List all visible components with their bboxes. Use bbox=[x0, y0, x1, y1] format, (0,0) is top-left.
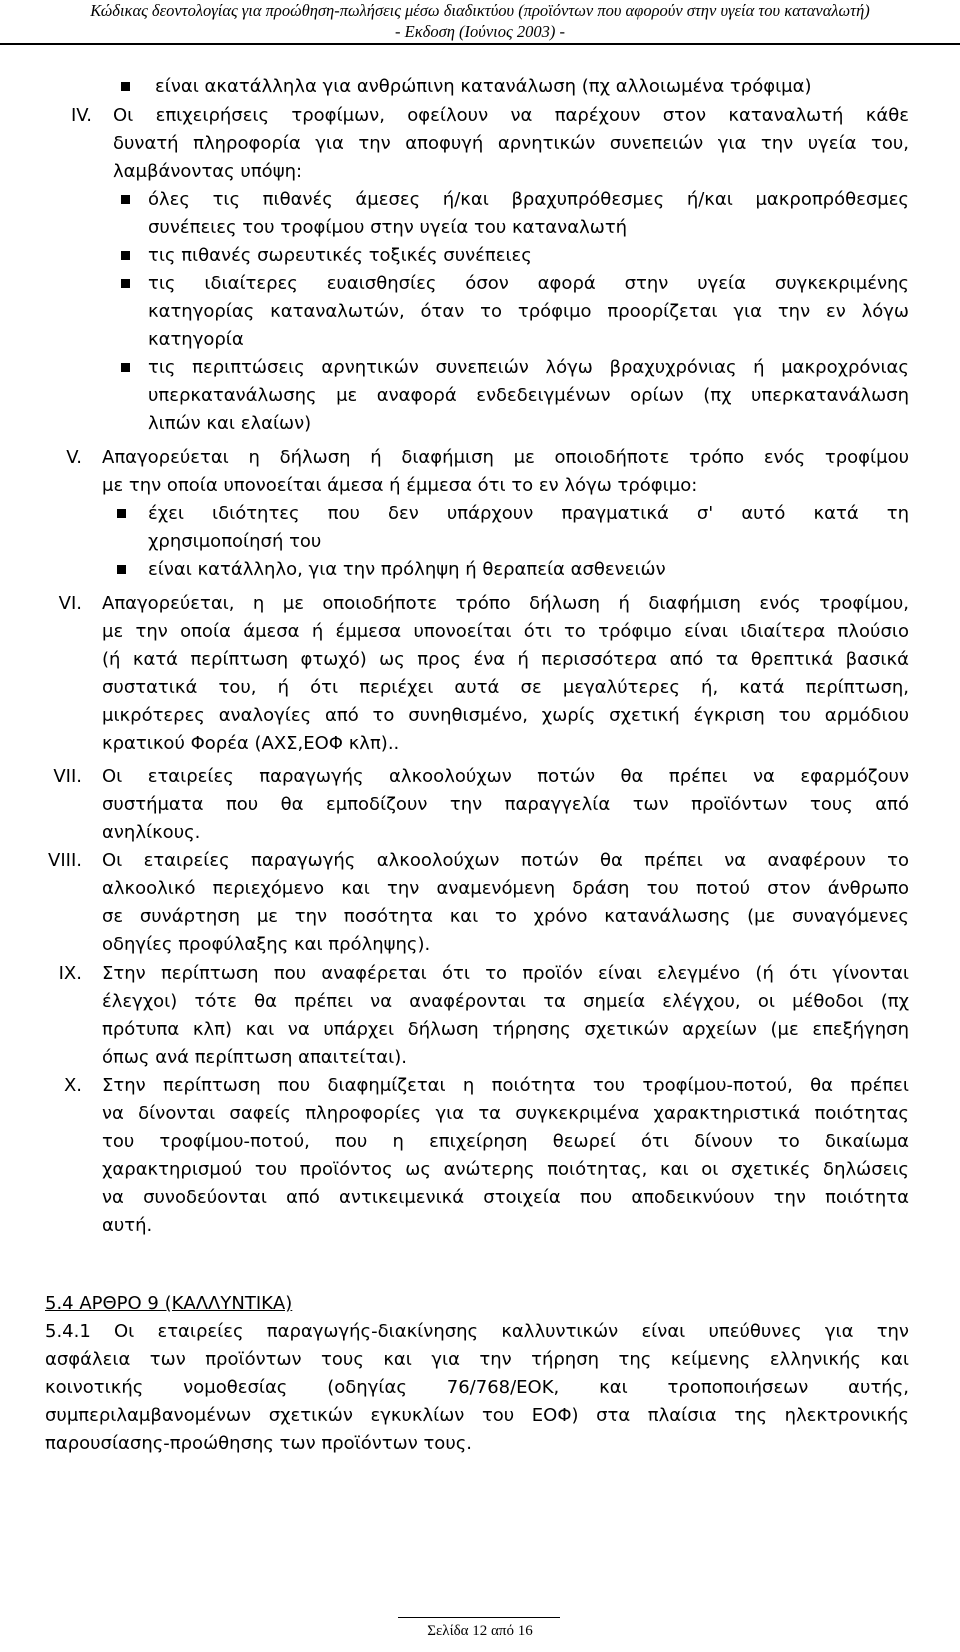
section-title: 5.4 ΑΡΘΡΟ 9 (ΚΑΛΛΥΝΤΙΚΑ) bbox=[45, 1293, 293, 1314]
item-number: VII. bbox=[53, 766, 82, 787]
text-line: είναι κατάλληλο, για την πρόληψη ή θεραπεία ασθενειών bbox=[148, 559, 666, 580]
text-line: κοινοτικής νομοθεσίας (οδηγίας 76/768/ΕΟΚ, και τροποποιήσεων αυτής, bbox=[45, 1377, 909, 1398]
text-line: είναι ακατάλληλα για ανθρώπινη κατανάλωση (πχ αλλοιωμένα τρόφιμα) bbox=[155, 76, 812, 97]
text-line: με την οποία άμεσα ή έμμεσα υπονοείται ότι το τρόφιμο είναι ιδιαίτερα πλούσιο bbox=[102, 621, 909, 642]
text-line: λαμβάνοντας υπόψη: bbox=[113, 161, 303, 182]
text-line: παρουσίασης-προώθησης των προϊόντων τους. bbox=[45, 1433, 473, 1454]
item-number: V. bbox=[66, 447, 82, 468]
text-line: όπως ανά περίπτωση απαιτείται). bbox=[102, 1047, 407, 1068]
text-line: Οι επιχειρήσεις τροφίμων, οφείλουν να παρέχουν στον καταναλωτή κάθε bbox=[113, 105, 909, 126]
text-line: Στην περίπτωση που διαφημίζεται η ποιότητα του τροφίμου-ποτού, θα πρέπει bbox=[102, 1075, 909, 1096]
text-line: δυνατή πληροφορία για την αποφυγή αρνητικών συνεπειών για την υγεία του, bbox=[113, 133, 909, 154]
text-line: έχει ιδιότητες που δεν υπάρχουν πραγματικά σ' αυτό κατά τη bbox=[148, 503, 909, 524]
text-line: Απαγορεύεται η δήλωση ή διαφήμιση με οποιοδήποτε τρόπο ενός τροφίμου bbox=[102, 447, 909, 468]
item-number: X. bbox=[63, 1075, 82, 1096]
bullet-marker bbox=[121, 251, 130, 260]
text-line: να συνοδεύονται από αντικειμενικά στοιχεία που αποδεικνύουν την ποιότητα bbox=[102, 1187, 909, 1208]
text-line: υπερκατανάλωσης με αναφορά ενδεδειγμένων ορίων (πχ υπερκατανάλωση bbox=[148, 385, 909, 406]
text-line: κρατικού Φορέα (ΑΧΣ,ΕΟΦ κλπ).. bbox=[102, 733, 400, 754]
text-line: με την οποία υπονοείται άμεσα ή έμμεσα ότι το εν λόγω τρόφιμο: bbox=[102, 475, 698, 496]
text-line: συστήματα που θα εμποδίζουν την παραγγελία των προϊόντων τους από bbox=[102, 794, 909, 815]
text-line: μικρότερες αναλογίες από το συνηθισμένο, χωρίς σχετική έγκριση του αρμόδιου bbox=[102, 705, 909, 726]
text-line: τις ιδιαίτερες ευαισθησίες όσον αφορά στην υγεία συγκεκριμένης bbox=[148, 273, 909, 294]
header-edition: - Εκδοση (Ιούνιος 2003) - bbox=[395, 22, 565, 41]
text-line: αυτή. bbox=[102, 1215, 153, 1236]
bullet-marker bbox=[121, 363, 130, 372]
bullet-marker bbox=[117, 565, 126, 574]
header-rule bbox=[0, 43, 960, 45]
text-line: έλεγχοι) τότε θα πρέπει να αναφέρονται τα σημεία ελέγχου, οι μέθοδοι (πχ bbox=[102, 991, 909, 1012]
text-line: 5.4.1 Οι εταιρείες παραγωγής-διακίνησης καλλυντικών είναι υπεύθυνες για την bbox=[45, 1321, 909, 1342]
bullet-marker bbox=[121, 279, 130, 288]
text-line: πρότυπα κλπ) και να υπάρχει δήλωση τήρησης σχετικών αρχείων (με επεξήγηση bbox=[102, 1019, 909, 1040]
item-number: IX. bbox=[58, 963, 82, 984]
text-line: συνέπειες του τροφίμου στην υγεία του καταναλωτή bbox=[148, 217, 628, 238]
item-number: IV. bbox=[70, 105, 92, 126]
text-line: όλες τις πιθανές άμεσες ή/και βραχυπρόθεσμες ή/και μακροπρόθεσμες bbox=[148, 189, 909, 210]
item-number: VIII. bbox=[48, 850, 82, 871]
bullet-marker bbox=[121, 82, 130, 91]
text-line: Οι εταιρείες παραγωγής αλκοολούχων ποτών θα πρέπει να αναφέρουν το bbox=[102, 850, 909, 871]
bullet-marker bbox=[121, 195, 130, 204]
text-line: αλκοολικό περιεχόμενο και την αναμενόμενη δράση του ποτού στον άνθρωπο bbox=[102, 878, 909, 899]
text-line: (ή κατά περίπτωση φτωχό) ως προς ένα ή περισσότερα από τα θρεπτικά βασικά bbox=[102, 649, 909, 670]
bullet-marker bbox=[117, 509, 126, 518]
text-line: Στην περίπτωση που αναφέρεται ότι το προϊόν είναι ελεγμένο (ή ότι γίνονται bbox=[102, 963, 909, 984]
text-line: ασφάλεια των προϊόντων τους και για την τήρηση της κείμενης ελληνικής και bbox=[45, 1349, 909, 1370]
text-line: συστατικά του, ή ότι περιέχει αυτά σε μεγαλύτερες ή, κατά περίπτωση, bbox=[102, 677, 909, 698]
text-line: συμπεριλαμβανομένων σχετικών εγκυκλίων του ΕΟΦ) στα πλαίσια της ηλεκτρονικής bbox=[45, 1405, 909, 1426]
footer-rule bbox=[398, 1617, 560, 1618]
text-line: κατηγορίας καταναλωτών, όταν το τρόφιμο προορίζεται για την εν λόγω bbox=[148, 301, 909, 322]
page-number: Σελίδα 12 από 16 bbox=[427, 1623, 533, 1639]
text-line: του τροφίμου-ποτού, που η επιχείρηση θεωρεί ότι δίνουν το δικαίωμα bbox=[102, 1131, 909, 1152]
text-line: Οι εταιρείες παραγωγής αλκοολούχων ποτών θα πρέπει να εφαρμόζουν bbox=[102, 766, 909, 787]
text-line: κατηγορία bbox=[148, 329, 244, 350]
text-line: λιπών και ελαίων) bbox=[148, 413, 312, 434]
text-line: ανηλίκους. bbox=[102, 822, 201, 843]
text-line: σε συνάρτηση με την ποσότητα και το χρόνο κατανάλωσης (με συναγόμενες bbox=[102, 906, 909, 927]
text-line: Απαγορεύεται, η με οποιοδήποτε τρόπο δήλωση ή διαφήμιση ενός τροφίμου, bbox=[102, 593, 909, 614]
text-line: τις περιπτώσεις αρνητικών συνεπειών λόγω βραχυχρόνιας ή μακροχρόνιας bbox=[148, 357, 909, 378]
header-title: Κώδικας δεοντολογίας για προώθηση-πωλήσεις μέσω διαδικτύου (προϊόντων που αφορούν στην υγεία του καταναλωτή) bbox=[90, 1, 870, 20]
text-line: οδηγίες προφύλαξης και πρόληψης). bbox=[102, 934, 431, 955]
text-line: να δίνονται σαφείς πληροφορίες για τα συγκεκριμένα χαρακτηριστικά ποιότητας bbox=[102, 1103, 909, 1124]
text-line: χρησιμοποίησή του bbox=[148, 531, 322, 552]
text-line: τις πιθανές σωρευτικές τοξικές συνέπειες bbox=[148, 245, 532, 266]
text-line: χαρακτηρισμού του προϊόντος ως ανώτερης ποιότητας, και οι σχετικές δηλώσεις bbox=[102, 1159, 909, 1180]
item-number: VI. bbox=[58, 593, 82, 614]
